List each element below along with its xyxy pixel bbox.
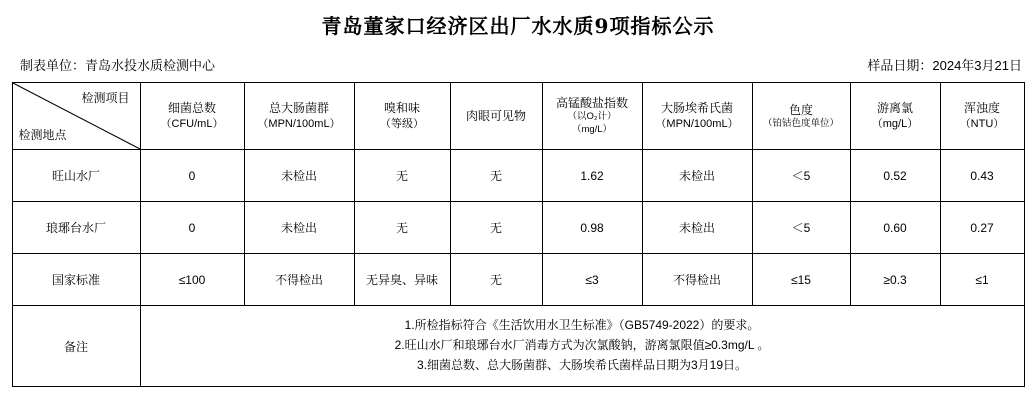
col-0-line1: 细菌总数 [167,101,216,116]
cell-r0-c0: 0 [140,150,244,202]
col-6-line2: （铂钴色度单位） [762,117,839,129]
cell-r1-c7: 0.60 [850,202,940,254]
meta-row [0,41,1036,82]
cell-r0-c8: 0.43 [940,150,1024,202]
column-header-visible-matter [450,83,542,150]
col-7-line1: 游离氯 [876,101,913,116]
notes-row [12,306,1024,387]
cell-r2-c8: ≤1 [940,254,1024,306]
col-4-line2: （以O₂计） [567,111,617,123]
cell-r2-c6: ≤15 [752,254,850,306]
cell-r1-c2: 无 [354,202,450,254]
cell-r2-c0: ≤100 [140,254,244,306]
cell-r1-c8: 0.27 [940,202,1024,254]
corner-top-right-label: 检测项目 [81,91,130,105]
row-label-langyatai-plant: 琅琊台水厂 [12,202,140,254]
header-corner-cell [12,83,140,150]
note-line-3: 3.细菌总数、总大肠菌群、大肠埃希氏菌样品日期为3月19日。 [416,357,748,372]
row-label-national-standard: 国家标准 [12,254,140,306]
cell-r0-c5: 未检出 [642,150,752,202]
cell-r1-c0: 0 [140,202,244,254]
col-6-line1: 色度 [788,102,813,117]
cell-r0-c3: 无 [450,150,542,202]
cell-r2-c4: ≤3 [542,254,642,306]
col-4-line3: （mg/L） [571,124,613,136]
col-4-line1: 高锰酸盐指数 [555,96,628,111]
table-row [12,150,1024,202]
cell-r0-c7: 0.52 [850,150,940,202]
column-header-permanganate-index [542,83,642,150]
col-5-line1: 大肠埃希氏菌 [660,101,733,116]
col-3-line1: 肉眼可见物 [465,108,526,123]
cell-r1-c1: 未检出 [244,202,354,254]
cell-r0-c1: 未检出 [244,150,354,202]
cell-r0-c6: ＜5 [752,150,850,202]
column-header-bacteria-count [140,83,244,150]
page-title: 青岛董家口经济区出厂水水质9项指标公示 [321,14,715,38]
col-1-line1: 总大肠菌群 [268,101,329,116]
table-row [12,254,1024,306]
col-5-line2: （MPN/100mL） [655,117,739,130]
cell-r2-c5: 不得检出 [642,254,752,306]
row-label-wangshan-plant: 旺山水厂 [12,150,140,202]
cell-r2-c2: 无异臭、异味 [354,254,450,306]
water-quality-table [12,82,1025,387]
column-header-odor-taste [354,83,450,150]
col-7-line2: （mg/L） [871,117,919,130]
col-8-line2: （NTU） [959,117,1005,130]
sample-date-label: 样品日期：2024年3月21日 [867,58,1022,73]
column-header-total-coliform [244,83,354,150]
note-line-2: 2.旺山水厂和琅琊台水厂消毒方式为次氯酸钠，游离氯限值≥0.3mg/L 。 [394,338,770,353]
column-header-chromaticity [752,83,850,150]
col-8-line1: 浑浊度 [963,101,1000,116]
column-header-e-coli [642,83,752,150]
col-0-line2: （CFU/mL） [160,117,224,130]
note-line-1: 1.所检指标符合《生活饮用水卫生标准》（GB5749-2022）的要求。 [404,318,760,333]
cell-r2-c1: 不得检出 [244,254,354,306]
cell-r1-c5: 未检出 [642,202,752,254]
notes-label: 备注 [12,306,140,387]
corner-bottom-left-label: 检测地点 [18,128,67,142]
column-header-turbidity [940,83,1024,150]
cell-r0-c4: 1.62 [542,150,642,202]
cell-r2-c7: ≥0.3 [850,254,940,306]
col-1-line2: （MPN/100mL） [257,117,341,130]
cell-r1-c3: 无 [450,202,542,254]
table-header-row [12,83,1024,150]
cell-r1-c6: ＜5 [752,202,850,254]
cell-r0-c2: 无 [354,150,450,202]
prepared-by-label: 制表单位：青岛水投水质检测中心 [20,58,216,73]
cell-r2-c3: 无 [450,254,542,306]
col-2-line2: （等级） [380,117,424,130]
notes-body [140,306,1024,387]
cell-r1-c4: 0.98 [542,202,642,254]
table-row [12,202,1024,254]
column-header-free-chlorine [850,83,940,150]
col-2-line1: 嗅和味 [383,101,420,116]
